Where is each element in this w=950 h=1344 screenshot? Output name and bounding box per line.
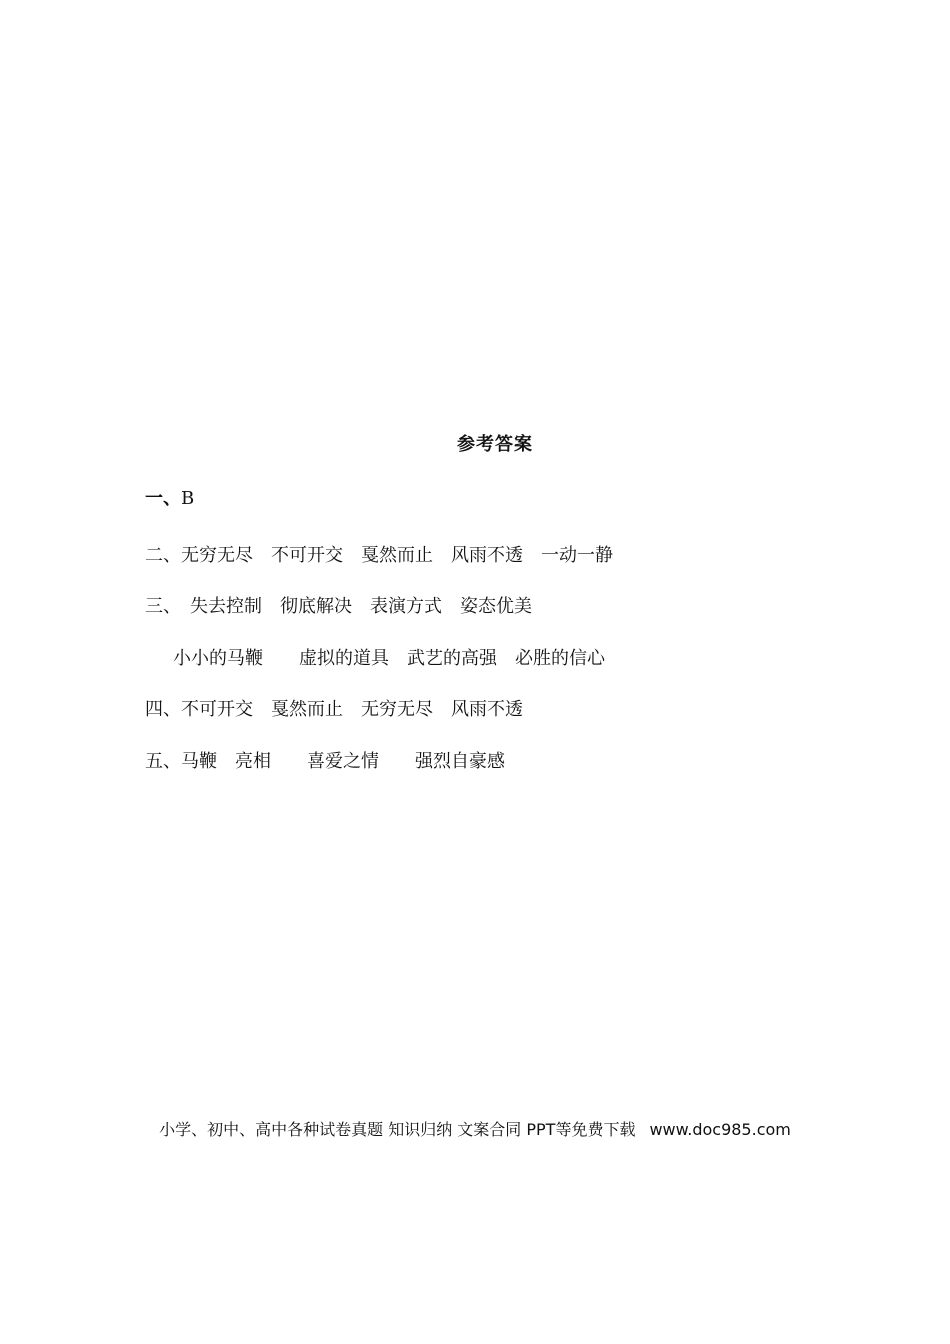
answer-line-3-continued <box>173 647 605 671</box>
answer-line-1-text: B <box>181 488 195 509</box>
answer-line-3-text: 失去控制 彻底解决 表演方式 姿态优美 <box>172 596 532 617</box>
answer-line-5-prefix: 五、 <box>145 751 181 772</box>
page-footer <box>0 1117 950 1140</box>
answer-line-1-prefix: 一、 <box>145 488 181 509</box>
footer-url[interactable]: www.doc985.com <box>649 1120 791 1139</box>
answer-line-4 <box>145 698 523 722</box>
footer-text: 小学、初中、高中各种试卷真题 知识归纳 文案合同 PPT等免费下载 <box>159 1120 636 1139</box>
answer-line-2 <box>145 544 613 568</box>
answer-line-2-prefix: 二、 <box>145 545 181 566</box>
answer-line-5 <box>145 750 505 774</box>
answer-line-3-continued-text: 小小的马鞭 虚拟的道具 武艺的高强 必胜的信心 <box>173 648 605 669</box>
answer-line-3-prefix: 三、 <box>145 596 172 617</box>
answer-line-5-text: 马鞭 亮相 喜爱之情 强烈自豪感 <box>181 751 505 772</box>
answer-line-1 <box>145 487 194 511</box>
answer-line-4-text: 不可开交 戛然而止 无穷无尽 风雨不透 <box>181 699 523 720</box>
page-title: 参考答案 <box>457 434 533 455</box>
answer-line-2-text: 无穷无尽 不可开交 戛然而止 风雨不透 一动一静 <box>181 545 613 566</box>
answer-line-4-prefix: 四、 <box>145 699 181 720</box>
answer-line-3 <box>145 595 532 619</box>
